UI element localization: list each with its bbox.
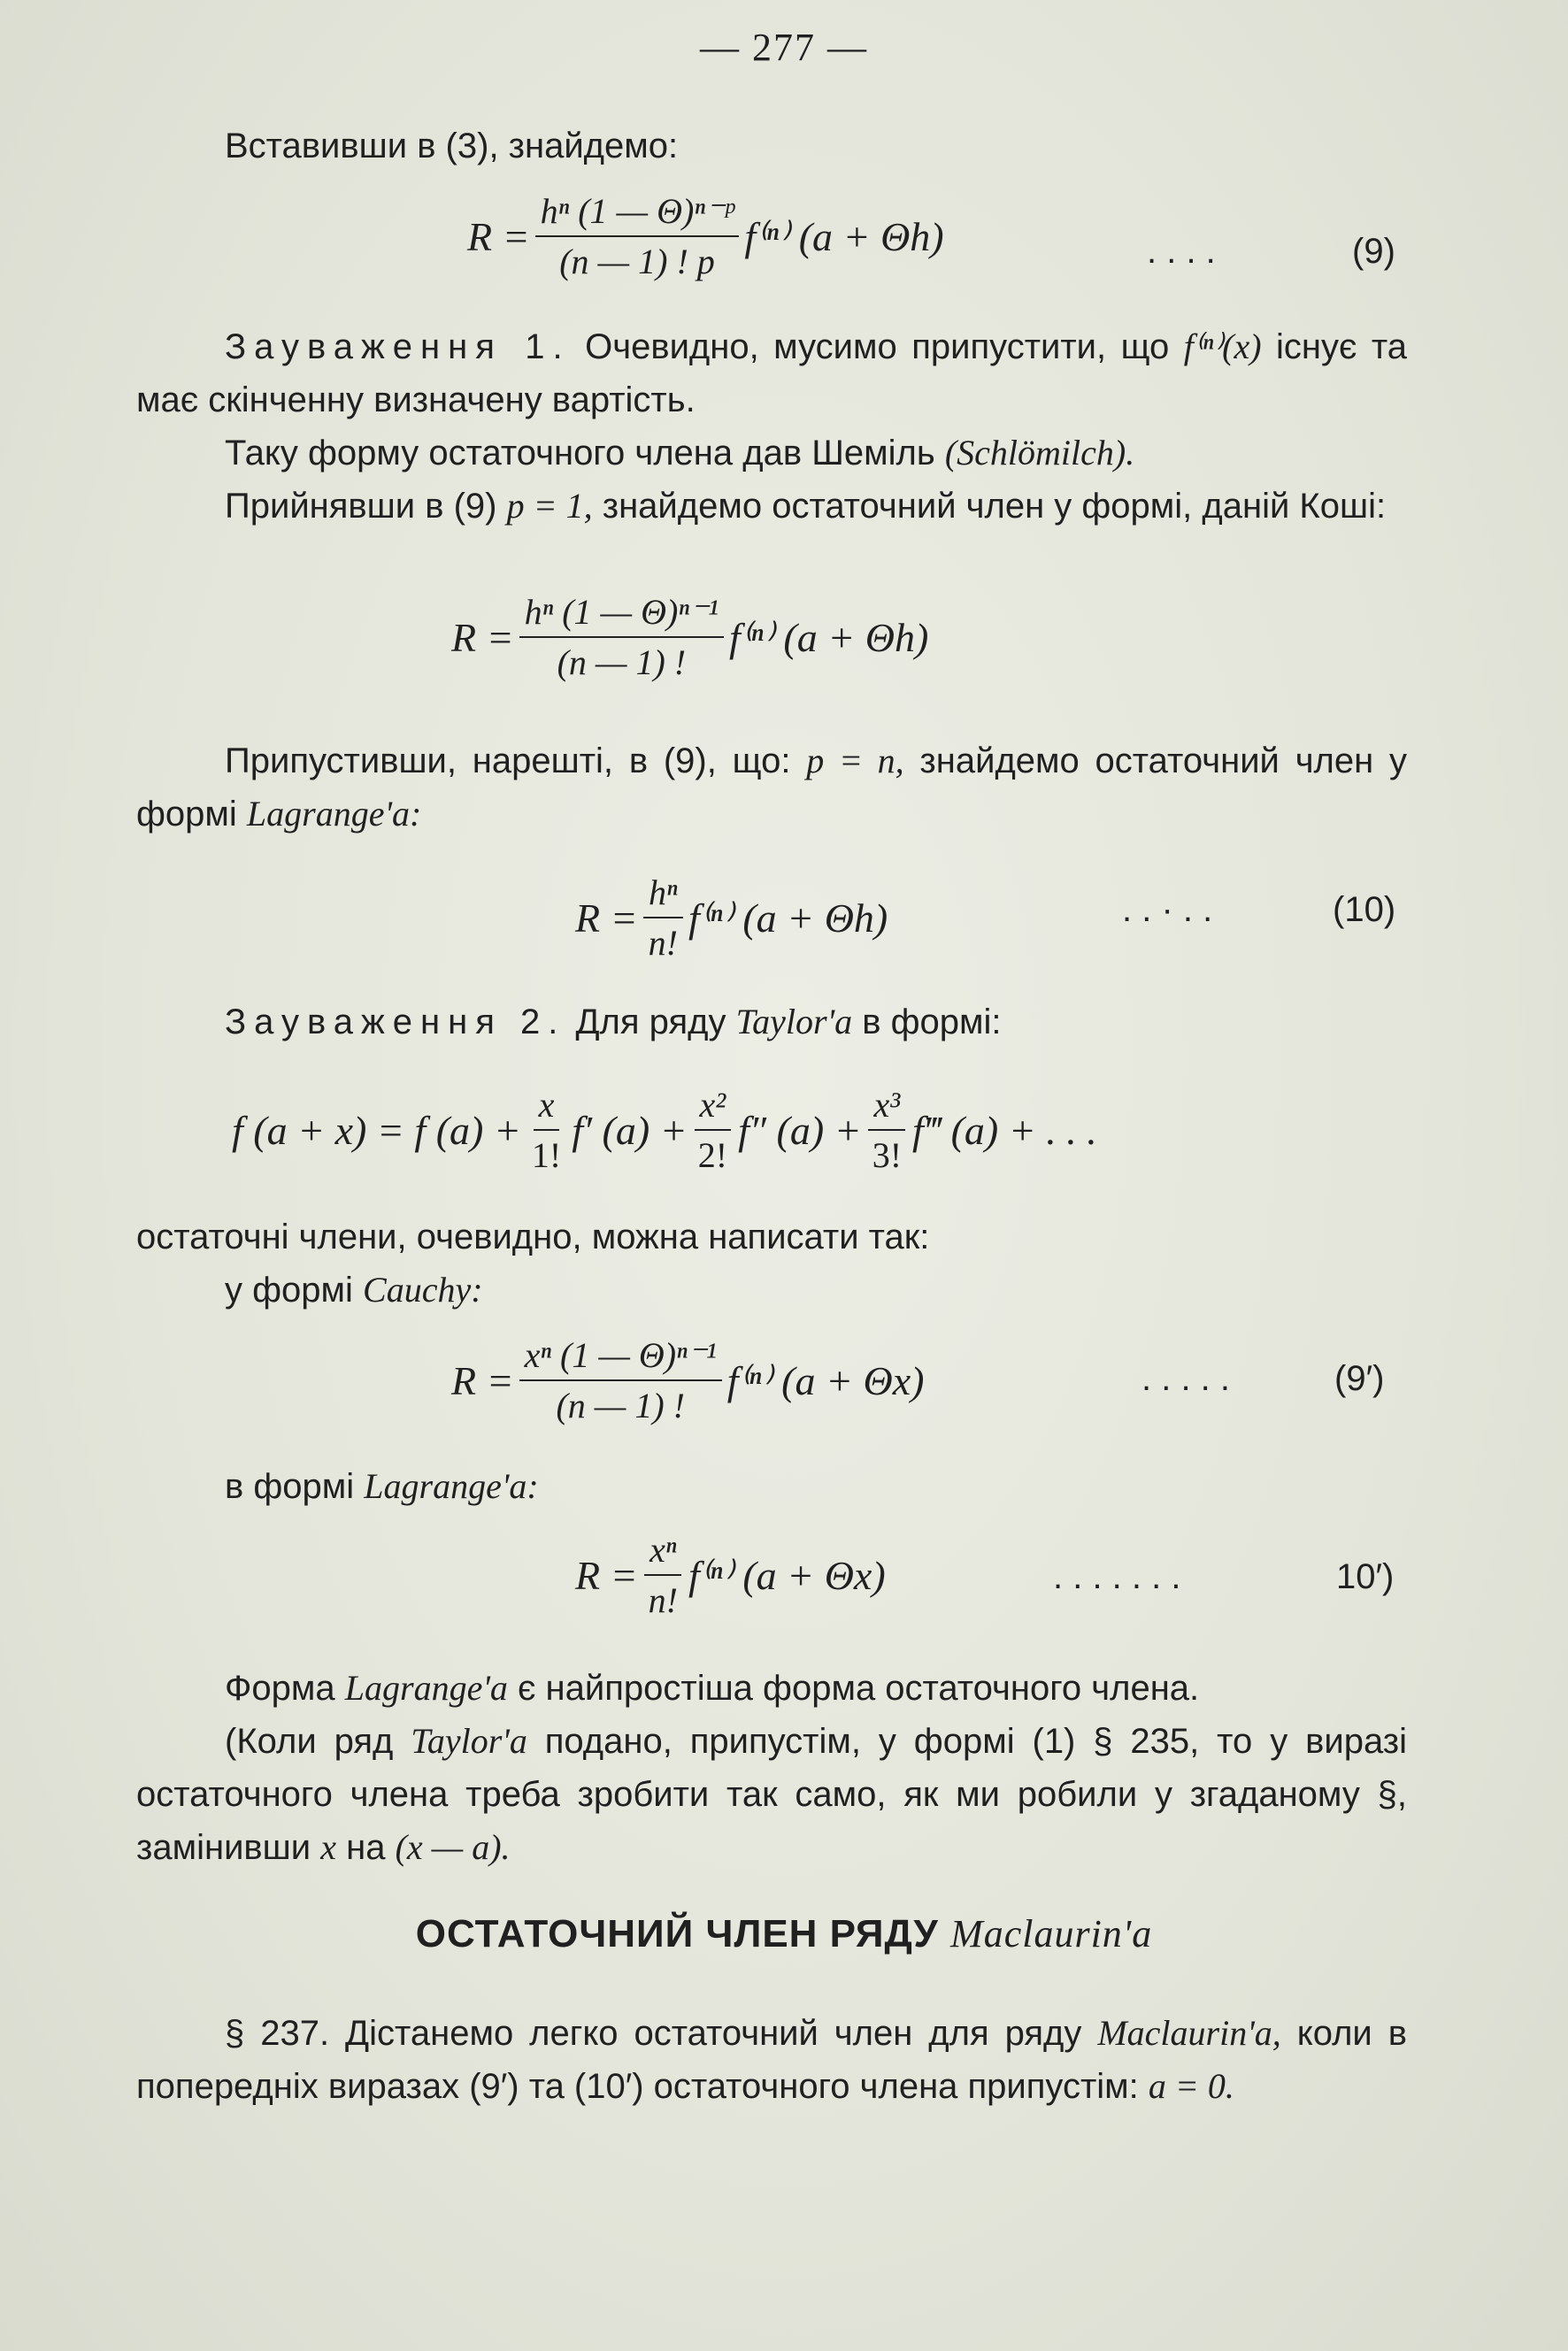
eq9-rhs: f⁽ⁿ⁾ (a + Θh) [744,214,944,259]
taylor-frac-2-den: 2! [697,1135,728,1175]
taylor-frac-1 [527,1084,566,1176]
p5-name: Lagrange'a: [246,794,422,834]
eq9-dots: . . . . [1147,232,1216,271]
eq9p-dots: . . . . . [1141,1359,1231,1398]
paragraph-intro [136,119,1407,173]
paragraph-taylor-note [136,1715,1407,1874]
remark2-label: Зауваження 2. [225,1003,566,1041]
eq10p-dots: . . . . . . . [1053,1557,1181,1596]
p5-math: p = n, [806,741,904,780]
p10-name: Lagrange'a [344,1668,508,1708]
paragraph-block-7 [136,2007,1407,2113]
eq10p-lhs: R = [575,1552,638,1598]
p11-text-b: подано, припустім, у формі (1) § 235, то у виразі остаточного члена треба зробити так само, як ми робили у згаданому §, замінивши [136,1722,1407,1867]
p12-name: Maclaurin'a, [1097,2013,1281,2053]
eq10p-fraction [643,1529,683,1621]
remark2-tail: в формі: [862,1003,1002,1041]
p11-name: Taylor'a [411,1721,527,1761]
p9-text: в формі [225,1467,355,1506]
remark-2 [136,995,1407,1049]
taylor-lhs: f (a + x) = f (a) + [232,1107,521,1153]
eq10-label: (10) [1333,890,1396,929]
p11-xa: (x — a). [395,1827,511,1867]
p3-text: Таку форму остаточного члена дав Шеміль [225,434,935,473]
equation-10-prime [575,1529,886,1621]
eq10-dots: . . · . . [1122,890,1213,929]
paragraph-simplest-form [136,1662,1407,1715]
eq9-label: (9) [1352,232,1395,271]
eq9p-denominator: (n — 1) ! [556,1386,685,1425]
eq9p-fraction [519,1334,722,1426]
p12-text-a: § 237. Дістанемо легко остаточний член для ряду [225,2014,1082,2053]
p10-text-a: Форма [225,1669,335,1708]
eq9p-lhs: R = [451,1357,514,1403]
intro-text: Вставивши в (3), знайдемо: [225,127,679,165]
paragraph-schlomilch [136,426,1407,480]
taylor-term-1: f′ (a) + [572,1107,688,1153]
paragraph-section-237 [136,2007,1407,2113]
eq9-numerator: hⁿ (1 — Θ)ⁿ⁻ᵖ [535,190,740,237]
equation-9-prime [451,1334,924,1426]
taylor-frac-1-num: x [534,1084,560,1131]
p4-math: p = 1, [506,486,593,526]
eqc-denominator: (n — 1) ! [557,642,687,682]
eq10-fraction [643,872,683,964]
p8-name: Cauchy: [363,1270,483,1310]
eqc-rhs: f⁽ⁿ⁾ (a + Θh) [729,615,929,660]
eq10-lhs: R = [575,895,638,941]
remark1-fx: f⁽ⁿ⁾(x) [1183,327,1262,366]
paragraph-lagrange-intro [136,734,1407,841]
heading-name: Maclaurin'a [950,1912,1153,1955]
eq9p-rhs: f⁽ⁿ⁾ (a + Θx) [726,1358,925,1403]
paragraph-cauchy-form [136,1264,1407,1317]
p4-text-a: Прийнявши в (9) [225,487,497,526]
equation-taylor [232,1084,1097,1176]
paragraph-cauchy-intro [136,480,1407,533]
equation-9 [467,190,944,282]
paragraph-block-6 [136,1662,1407,1874]
taylor-frac-3-den: 3! [872,1135,903,1175]
remark-1 [136,320,1407,426]
paragraph-lagrange-form [136,1460,1407,1513]
paragraph-block-4 [136,1210,1407,1317]
remark1-label: Зауваження 1. [225,327,571,366]
eq10-numerator: hⁿ [643,872,683,918]
eq10-denominator: n! [648,923,678,963]
eq10p-rhs: f⁽ⁿ⁾ (a + Θx) [688,1553,886,1598]
equation-cauchy-h [451,591,928,683]
p8-text: у формі [225,1271,353,1310]
p11-x: x [320,1827,336,1867]
taylor-frac-1-den: 1! [531,1135,562,1175]
eq9-lhs: R = [467,213,530,259]
eqc-fraction [519,591,724,683]
remark2-text: Для ряду [575,1003,726,1041]
eq10p-denominator: n! [648,1580,678,1620]
eq10p-numerator: xⁿ [644,1529,681,1576]
eq9-denominator: (n — 1) ! p [559,242,715,281]
section-heading [0,1911,1568,1956]
eq10-rhs: f⁽ⁿ⁾ (a + Θh) [688,895,888,941]
p3-name: (Schlömilch). [944,433,1135,473]
p5-text-a: Припустивши, нарешті, в (9), що: [225,741,791,780]
taylor-frac-2-num: x² [695,1084,732,1131]
taylor-term-3: f‴ (a) + . . . [912,1107,1097,1153]
eq9p-label: (9′) [1334,1359,1385,1398]
paragraph-block-2 [136,734,1407,841]
taylor-frac-3-num: x³ [868,1084,905,1131]
p11-text-a: (Коли ряд [225,1722,394,1761]
p5-text-b: знайдемо остаточний член у формі [136,741,1407,834]
taylor-frac-2 [693,1084,733,1176]
p4-text-b: знайдемо остаточний член у формі, даній Коші: [602,487,1387,526]
p12-math: a = 0. [1148,2066,1234,2106]
paragraph-block-3 [136,995,1407,1049]
remark2-name: Taylor'a [735,1002,853,1041]
eq9p-numerator: xⁿ (1 — Θ)ⁿ⁻¹ [519,1334,722,1381]
p9-name: Lagrange'a: [364,1466,539,1506]
heading-text: ОСТАТОЧНИЙ ЧЛЕН РЯДУ [415,1912,939,1955]
paragraph-block-5 [136,1460,1407,1513]
equation-10 [575,872,888,964]
p7-text: остаточні члени, очевидно, можна написати так: [136,1218,930,1256]
p10-text-b: є найпростіша форма остаточного члена. [518,1669,1200,1708]
remark1-text-a: Очевидно, мусимо припустити, що [585,327,1170,366]
taylor-term-2: f″ (a) + [738,1107,862,1153]
paragraph-block-1 [136,320,1407,533]
eqc-lhs: R = [451,614,514,660]
eq9-fraction [535,190,740,282]
page-number: — 277 — [700,26,868,69]
p11-text-c: на [346,1828,386,1867]
eq10p-label: 10′) [1336,1557,1395,1596]
eqc-numerator: hⁿ (1 — Θ)ⁿ⁻¹ [519,591,724,638]
taylor-frac-3 [867,1084,907,1176]
p12-text-b: коли в попередніх виразах (9′) та (10′) остаточного члена припустім: [136,2014,1407,2106]
remark1-text-b: існує та має скінченну визначену вартість. [136,327,1407,419]
